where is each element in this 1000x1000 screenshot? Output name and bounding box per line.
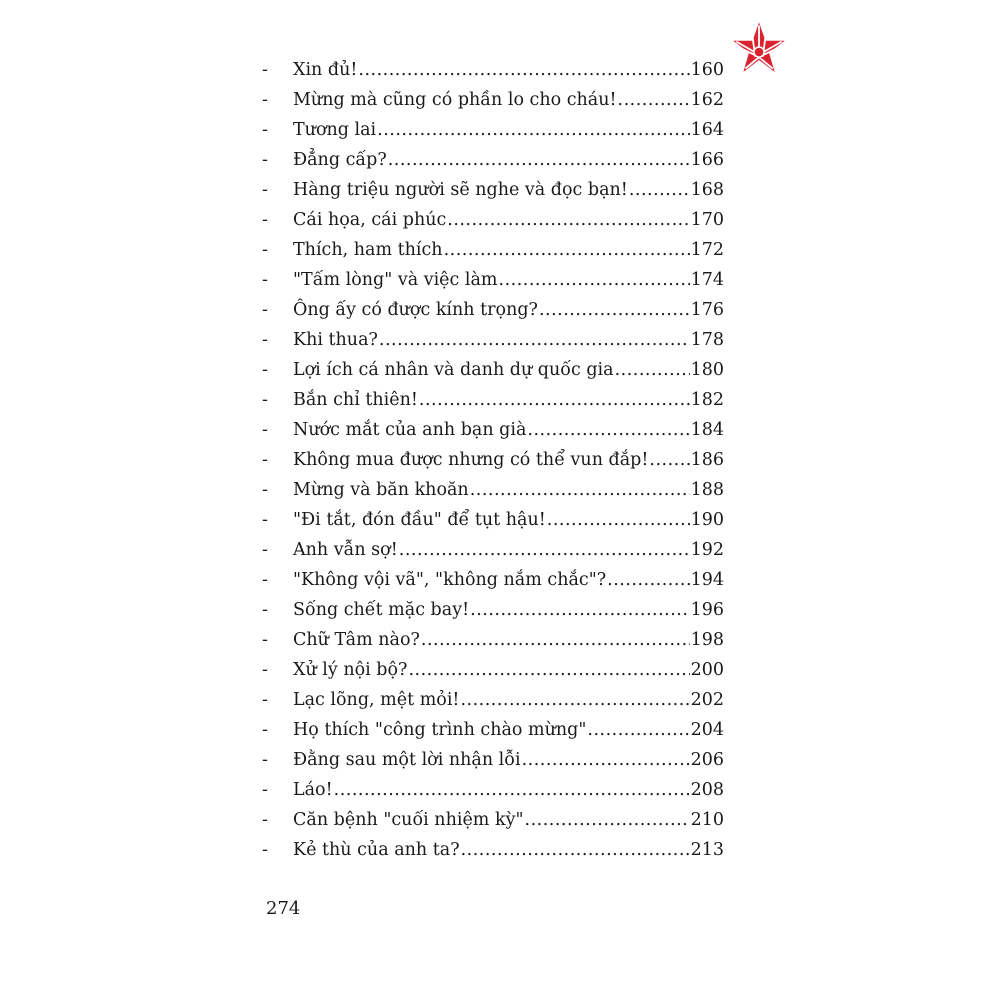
dot-leader [615,355,690,385]
toc-bullet: - [262,810,268,830]
dot-leader [334,775,690,805]
toc-entry-title: Chữ Tâm nào? [293,630,420,650]
dot-leader [388,145,690,175]
toc-bullet: - [262,240,268,260]
toc-entry-title: "Tấm lòng" và việc làm [293,270,498,290]
toc-entry-title: Ông ấy có được kính trọng? [293,300,538,320]
toc-entry-page: 186 [690,450,724,470]
toc-entry-page: 200 [690,660,724,680]
toc-entry [262,505,724,535]
dot-leader [419,385,690,415]
toc-bullet: - [262,150,268,170]
toc-bullet: - [262,570,268,590]
dot-leader [499,265,690,295]
toc-entry-title: Căn bệnh "cuối nhiệm kỳ" [293,810,524,830]
toc-bullet: - [262,480,268,500]
toc-bullet: - [262,600,268,620]
toc-entry [262,385,724,415]
toc-entry-page: 162 [690,90,724,110]
toc-entry-page: 180 [690,360,724,380]
dot-leader [527,415,689,445]
toc-entry-title: Mừng mà cũng có phần lo cho cháu! [293,90,617,110]
toc-entry [262,565,724,595]
dot-leader [377,115,689,145]
dot-leader [470,595,689,625]
toc-entry-title: Xin đủ! [293,60,358,80]
toc-entry [262,775,724,805]
toc-entry [262,715,724,745]
toc-entry-page: 196 [690,600,724,620]
dot-leader [607,565,689,595]
toc-bullet: - [262,120,268,140]
toc-bullet: - [262,840,268,860]
toc-entry-page: 168 [690,180,724,200]
toc-entry-title: Cái họa, cái phúc [293,210,447,230]
toc-bullet: - [262,90,268,110]
toc-entry [262,625,724,655]
toc-bullet: - [262,780,268,800]
toc-entry [262,535,724,565]
toc-entry [262,325,724,355]
toc-bullet: - [262,720,268,740]
toc-entry-title: Tương lai [293,120,377,140]
toc-entry [262,445,724,475]
dot-leader [618,85,690,115]
toc-entry [262,415,724,445]
toc-entry-page: 182 [690,390,724,410]
toc-entry-page: 176 [690,300,724,320]
toc-entry-title: Đẳng cấp? [293,150,387,170]
toc-entry-page: 166 [690,150,724,170]
page-number: 274 [266,898,301,919]
toc-entry-title: Anh vẫn sợ! [293,540,398,560]
toc-bullet: - [262,510,268,530]
dot-leader [522,745,690,775]
toc-entry [262,145,724,175]
dot-leader [421,625,690,655]
toc-bullet: - [262,210,268,230]
toc-entry [262,835,724,865]
toc-entry-title: Thích, ham thích [293,240,443,260]
toc-entry-title: Láo! [293,780,333,800]
dot-leader [547,505,690,535]
toc-bullet: - [262,690,268,710]
toc-bullet: - [262,660,268,680]
toc-entry-title: Kẻ thù của anh ta? [293,840,460,860]
toc-entry [262,475,724,505]
toc-entry-title: "Đi tắt, đón đầu" để tụt hậu! [293,510,546,530]
toc-bullet: - [262,330,268,350]
toc-bullet: - [262,270,268,290]
toc-entry-title: Khi thua? [293,330,378,350]
toc-entry-page: 160 [690,60,724,80]
dot-leader [379,325,690,355]
toc-bullet: - [262,420,268,440]
dot-leader [649,445,689,475]
toc-entry [262,685,724,715]
toc-entry-page: 188 [690,480,724,500]
toc-entry-page: 172 [690,240,724,260]
toc-bullet: - [262,540,268,560]
toc-entry-page: 206 [690,750,724,770]
toc-entry-title: Nước mắt của anh bạn già [293,420,527,440]
dot-leader [461,835,690,865]
toc-entry-title: Bắn chỉ thiên! [293,390,418,410]
dot-leader [408,655,689,685]
toc-entry [262,115,724,145]
dot-leader [539,295,690,325]
toc-entry [262,265,724,295]
toc-entry-page: 174 [690,270,724,290]
dot-leader [460,685,689,715]
dot-leader [447,205,689,235]
toc-entry [262,205,724,235]
toc-bullet: - [262,390,268,410]
toc-entry [262,175,724,205]
toc-entry [262,805,724,835]
toc-bullet: - [262,750,268,770]
toc-entry [262,355,724,385]
dot-leader [470,475,690,505]
toc-entry-page: 208 [690,780,724,800]
toc-entry-title: Sống chết mặc bay! [293,600,470,620]
toc-entry [262,85,724,115]
toc-entry-page: 192 [690,540,724,560]
toc-entry-page: 204 [690,720,724,740]
dot-leader [358,55,689,85]
toc-bullet: - [262,630,268,650]
toc-entry-title: Lợi ích cá nhân và danh dự quốc gia [293,360,614,380]
toc-entry-page: 198 [690,630,724,650]
toc-entry [262,235,724,265]
dot-leader [587,715,689,745]
toc-entry [262,655,724,685]
toc-entry-page: 202 [690,690,724,710]
toc-entry [262,745,724,775]
toc-entry-title: Lạc lõng, mệt mỏi! [293,690,460,710]
toc-entry [262,55,724,85]
toc-entry-page: 213 [690,840,724,860]
toc-entry [262,595,724,625]
toc-bullet: - [262,300,268,320]
toc-entry-page: 178 [690,330,724,350]
toc-bullet: - [262,450,268,470]
dot-leader [444,235,690,265]
toc-entry-page: 164 [690,120,724,140]
toc-bullet: - [262,360,268,380]
toc-entry-title: Hàng triệu người sẽ nghe và đọc bạn! [293,180,628,200]
toc-entry-page: 184 [690,420,724,440]
toc-entry-title: Họ thích "công trình chào mừng" [293,720,587,740]
toc-entry-page: 210 [690,810,724,830]
toc-entry-title: Xử lý nội bộ? [293,660,408,680]
dot-leader [399,535,690,565]
toc-entry-page: 190 [690,510,724,530]
toc-entry-page: 170 [690,210,724,230]
toc-entry-title: Không mua được nhưng có thể vun đắp! [293,450,649,470]
toc-entry-title: Đằng sau một lời nhận lỗi [293,750,521,770]
table-of-contents [262,55,724,865]
toc-entry-title: Mừng và băn khoăn [293,480,469,500]
toc-entry [262,295,724,325]
dot-leader [629,175,690,205]
toc-entry-page: 194 [690,570,724,590]
toc-bullet: - [262,180,268,200]
toc-entry-title: "Không vội vã", "không nắm chắc"? [293,570,607,590]
toc-bullet: - [262,60,268,80]
star-logo-icon [728,18,790,80]
dot-leader [525,805,690,835]
